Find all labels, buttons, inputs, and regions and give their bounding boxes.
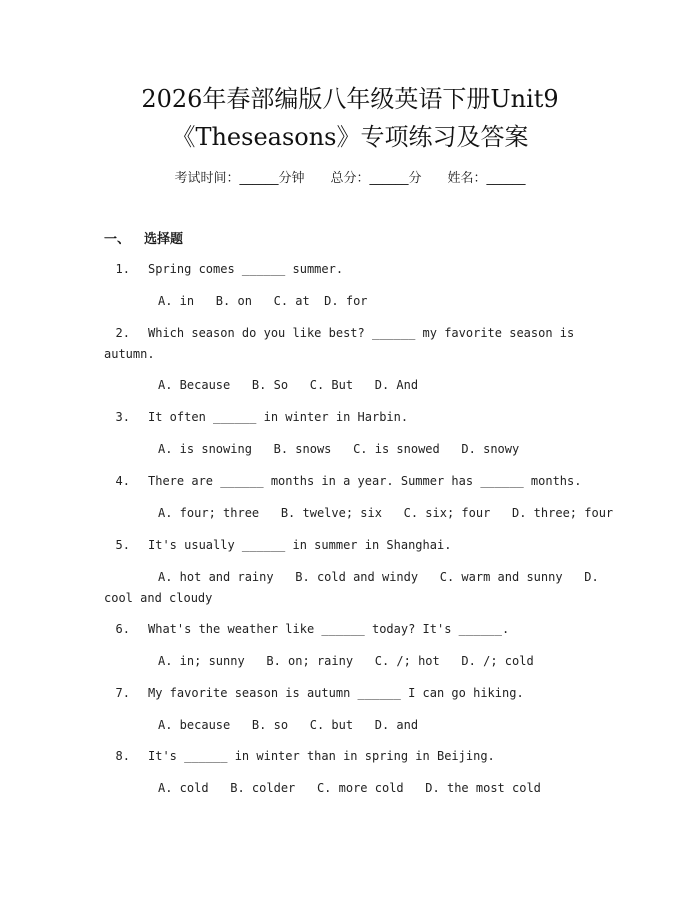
question-text: Which season do you like best? ______ my favorite season is (148, 326, 575, 340)
question-4 (104, 471, 581, 491)
question-text: It's ______ in winter than in spring in Beijing. (148, 749, 495, 763)
question-3-options: A. is snowing B. snows C. is snowed D. snowy (158, 442, 520, 456)
question-1 (104, 259, 343, 279)
page-title-line2: 《Theseasons》专项练习及答案 (171, 123, 529, 151)
question-2-options: A. Because B. So C. But D. And (158, 378, 419, 392)
question-8-options: A. cold B. colder C. more cold D. the most cold (158, 781, 541, 795)
question-number: 3. (115, 410, 130, 424)
question-text: Spring comes ______ summer. (148, 262, 344, 276)
question-number: 6. (115, 622, 130, 636)
exam-name-field: 姓名：______ (447, 171, 526, 186)
question-4-options: A. four; three B. twelve; six C. six; four D. three; four (158, 506, 614, 520)
question-2 (104, 323, 574, 343)
question-7 (104, 683, 524, 703)
question-text: It's usually ______ in summer in Shanghai. (148, 538, 452, 552)
exam-time-field: 考试时间：______分钟 (174, 171, 305, 186)
question-6 (104, 619, 509, 639)
question-text: There are ______ months in a year. Summer has ______ months. (148, 474, 582, 488)
question-6-options: A. in; sunny B. on; rainy C. /; hot D. /; cold (158, 654, 534, 668)
question-3 (104, 407, 408, 427)
question-number: 2. (115, 326, 130, 340)
section-title: 选择题 (144, 232, 184, 247)
question-number: 5. (115, 538, 130, 552)
page-title-line1: 2026年春部编版八年级英语下册Unit9 (141, 85, 559, 113)
question-number: 7. (115, 686, 130, 700)
section-heading (104, 231, 183, 249)
question-text: What's the weather like ______ today? It's ______. (148, 622, 510, 636)
question-7-options: A. because B. so C. but D. and (158, 718, 419, 732)
question-5-options: A. hot and rainy B. cold and windy C. warm and sunny D. (158, 570, 599, 584)
question-8 (104, 746, 495, 766)
question-text: It often ______ in winter in Harbin. (148, 410, 409, 424)
exam-score-field: 总分：______分 (330, 171, 422, 186)
question-number: 1. (115, 262, 130, 276)
question-number: 8. (115, 749, 130, 763)
question-text: My favorite season is autumn ______ I can go hiking. (148, 686, 524, 700)
question-number: 4. (115, 474, 130, 488)
question-5 (104, 535, 451, 555)
section-number: 一、 (104, 232, 131, 247)
question-1-options: A. in B. on C. at D. for (158, 294, 368, 308)
question-5-options-continued: cool and cloudy (104, 591, 213, 605)
exam-info-row (0, 170, 700, 188)
question-2-text-continued: autumn. (104, 347, 155, 361)
